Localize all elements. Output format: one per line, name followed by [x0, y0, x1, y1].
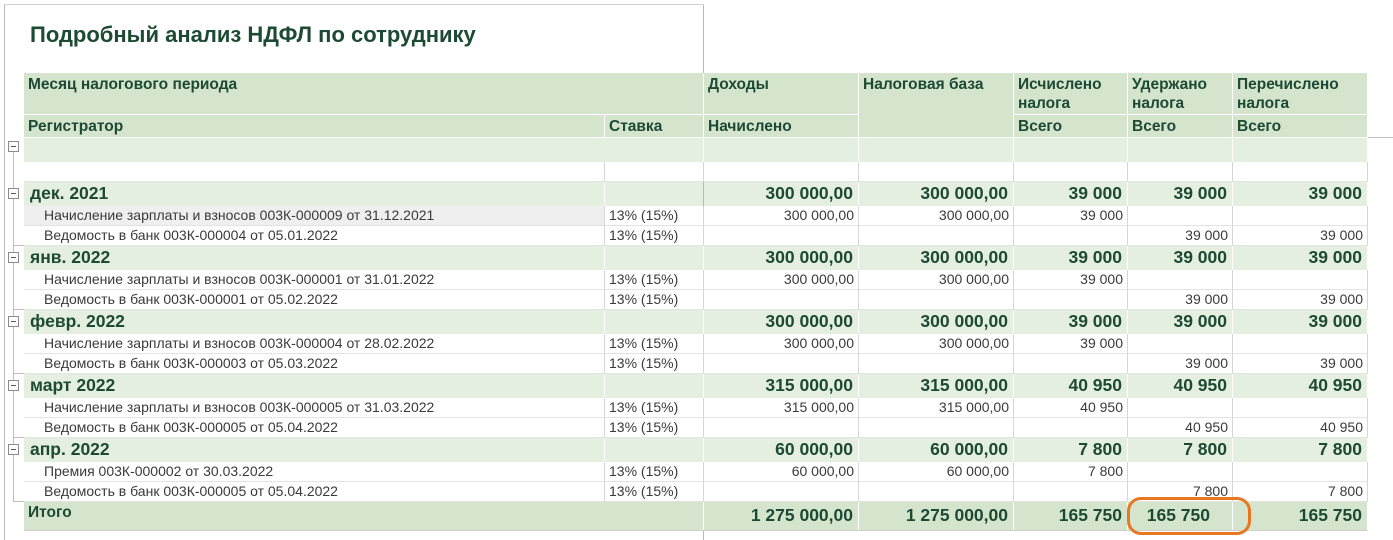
row-withheld	[1128, 462, 1233, 482]
group-withheld: 40 950	[1128, 374, 1233, 398]
group-month-label: март 2022	[0, 374, 605, 398]
row-calculated: 39 000	[1014, 206, 1128, 226]
row-rate: 13% (15%)	[605, 334, 704, 354]
row-tax-base: 60 000,00	[859, 462, 1014, 482]
row-rate: 13% (15%)	[605, 354, 704, 374]
row-transferred: 39 000	[1233, 226, 1368, 246]
row-calculated: 39 000	[1014, 334, 1128, 354]
root-group-calculated	[1014, 138, 1128, 162]
header-rate: Ставка	[605, 115, 704, 138]
report-title: Подробный анализ НДФЛ по сотруднику	[30, 22, 476, 47]
row-registrar[interactable]: Ведомость в банк 003К-000003 от 05.03.2022	[24, 354, 605, 374]
header-withheld-total: Всего	[1128, 115, 1233, 138]
row-income: 60 000,00	[704, 462, 859, 482]
header-income-accrued: Начислено	[704, 115, 859, 138]
empty-row-calculated	[1014, 162, 1128, 182]
row-registrar[interactable]: Начисление зарплаты и взносов 003К-000009 от 31.12.2021	[24, 206, 605, 226]
subtree-line	[13, 200, 14, 246]
row-transferred: 39 000	[1233, 290, 1368, 310]
row-transferred: 40 950	[1233, 418, 1368, 438]
group-withheld: 7 800	[1128, 438, 1233, 462]
row-tax-base: 300 000,00	[859, 270, 1014, 290]
row-calculated	[1014, 290, 1128, 310]
row-income	[704, 418, 859, 438]
subtree-branch	[13, 501, 24, 502]
row-rate: 13% (15%)	[605, 462, 704, 482]
root-group-tax-base	[859, 138, 1014, 162]
total-withheld-highlight	[1127, 497, 1251, 535]
header-withheld: Удержано налога	[1128, 73, 1233, 115]
row-transferred	[1233, 398, 1368, 418]
row-calculated: 40 950	[1014, 398, 1128, 418]
group-transferred: 39 000	[1233, 246, 1368, 270]
row-registrar[interactable]: Ведомость в банк 003К-000001 от 05.02.2022	[24, 290, 605, 310]
header-month: Месяц налогового периода	[24, 73, 704, 115]
group-income: 315 000,00	[704, 374, 859, 398]
row-registrar[interactable]: Премия 003К-000002 от 30.03.2022	[24, 462, 605, 482]
row-withheld	[1128, 334, 1233, 354]
row-tax-base: 315 000,00	[859, 398, 1014, 418]
row-rate: 13% (15%)	[605, 482, 704, 502]
collapse-all-toggle-icon[interactable]	[8, 141, 19, 152]
row-income: 315 000,00	[704, 398, 859, 418]
group-income: 300 000,00	[704, 182, 859, 206]
group-month-label: февр. 2022	[0, 310, 605, 334]
row-income	[704, 482, 859, 502]
header-calculated-total: Всего	[1014, 115, 1128, 138]
group-calculated: 40 950	[1014, 374, 1128, 398]
row-income: 300 000,00	[704, 334, 859, 354]
header-income: Доходы	[704, 73, 859, 115]
root-group-withheld	[1128, 138, 1233, 162]
empty-row-registrar	[24, 162, 605, 182]
row-registrar[interactable]: Ведомость в банк 003К-000005 от 05.04.2022	[24, 482, 605, 502]
row-rate: 13% (15%)	[605, 290, 704, 310]
row-tax-base: 300 000,00	[859, 334, 1014, 354]
group-tax-base: 60 000,00	[859, 438, 1014, 462]
group-transferred: 39 000	[1233, 182, 1368, 206]
empty-row-income	[704, 162, 859, 182]
row-registrar[interactable]: Начисление зарплаты и взносов 003К-000004 от 28.02.2022	[24, 334, 605, 354]
group-month-label: апр. 2022	[0, 438, 605, 462]
row-registrar[interactable]: Начисление зарплаты и взносов 003К-000001 от 31.01.2022	[24, 270, 605, 290]
row-income	[704, 226, 859, 246]
group-income: 300 000,00	[704, 246, 859, 270]
header-transferred-total: Всего	[1233, 115, 1368, 138]
header-transferred: Перечислено налога	[1233, 73, 1368, 115]
top-frame-line	[4, 4, 704, 5]
row-tax-base: 300 000,00	[859, 206, 1014, 226]
group-tax-base: 300 000,00	[859, 310, 1014, 334]
row-tax-base	[859, 290, 1014, 310]
header-right-extension-line	[1368, 137, 1393, 138]
total-calculated: 165 750	[1014, 502, 1128, 530]
group-calculated: 39 000	[1014, 310, 1128, 334]
group-month-label: дек. 2021	[0, 182, 605, 206]
row-income: 300 000,00	[704, 206, 859, 226]
row-calculated: 39 000	[1014, 270, 1128, 290]
empty-row-transferred	[1233, 162, 1368, 182]
row-calculated	[1014, 482, 1128, 502]
header-tax-base: Налоговая база	[859, 73, 1014, 138]
group-calculated: 7 800	[1014, 438, 1128, 462]
empty-row-withheld	[1128, 162, 1233, 182]
total-income: 1 275 000,00	[704, 502, 859, 530]
group-transferred: 7 800	[1233, 438, 1368, 462]
row-tax-base	[859, 482, 1014, 502]
row-withheld	[1128, 270, 1233, 290]
group-withheld: 39 000	[1128, 246, 1233, 270]
row-withheld	[1128, 398, 1233, 418]
empty-row-rate	[605, 162, 704, 182]
row-income	[704, 354, 859, 374]
row-tax-base	[859, 226, 1014, 246]
group-withheld: 39 000	[1128, 182, 1233, 206]
row-registrar[interactable]: Начисление зарплаты и взносов 003К-000005 от 31.03.2022	[24, 398, 605, 418]
row-withheld: 7 800	[1128, 482, 1233, 502]
group-tax-base: 300 000,00	[859, 246, 1014, 270]
row-transferred	[1233, 334, 1368, 354]
row-registrar[interactable]: Ведомость в банк 003К-000005 от 05.04.2022	[24, 418, 605, 438]
root-group-transferred	[1233, 138, 1368, 162]
total-withheld: 165 750	[1128, 502, 1233, 530]
row-income: 300 000,00	[704, 270, 859, 290]
row-calculated	[1014, 354, 1128, 374]
row-rate: 13% (15%)	[605, 398, 704, 418]
row-withheld: 40 950	[1128, 418, 1233, 438]
row-rate: 13% (15%)	[605, 226, 704, 246]
row-transferred	[1233, 206, 1368, 226]
row-transferred: 39 000	[1233, 354, 1368, 374]
row-withheld: 39 000	[1128, 290, 1233, 310]
row-calculated	[1014, 226, 1128, 246]
empty-row-tax-base	[859, 162, 1014, 182]
group-calculated: 39 000	[1014, 182, 1128, 206]
row-transferred	[1233, 462, 1368, 482]
root-group-row	[24, 138, 704, 162]
row-calculated	[1014, 418, 1128, 438]
row-transferred: 7 800	[1233, 482, 1368, 502]
row-rate: 13% (15%)	[605, 418, 704, 438]
root-group-income	[704, 138, 859, 162]
row-withheld: 39 000	[1128, 354, 1233, 374]
row-calculated: 7 800	[1014, 462, 1128, 482]
row-withheld: 39 000	[1128, 226, 1233, 246]
row-tax-base	[859, 418, 1014, 438]
group-income: 300 000,00	[704, 310, 859, 334]
total-transferred: 165 750	[1233, 502, 1368, 530]
total-tax-base: 1 275 000,00	[859, 502, 1014, 530]
group-tax-base: 315 000,00	[859, 374, 1014, 398]
header-calculated: Исчислено налога	[1014, 73, 1128, 115]
header-registrar: Регистратор	[24, 115, 605, 138]
row-income	[704, 290, 859, 310]
group-tax-base: 300 000,00	[859, 182, 1014, 206]
group-income: 60 000,00	[704, 438, 859, 462]
group-withheld: 39 000	[1128, 310, 1233, 334]
row-registrar[interactable]: Ведомость в банк 003К-000004 от 05.01.2022	[24, 226, 605, 246]
row-tax-base	[859, 354, 1014, 374]
row-rate: 13% (15%)	[605, 270, 704, 290]
group-transferred: 39 000	[1233, 310, 1368, 334]
row-rate: 13% (15%)	[605, 206, 704, 226]
group-calculated: 39 000	[1014, 246, 1128, 270]
row-transferred	[1233, 270, 1368, 290]
total-label: Итого	[24, 502, 704, 530]
group-transferred: 40 950	[1233, 374, 1368, 398]
group-month-label: янв. 2022	[0, 246, 605, 270]
row-withheld	[1128, 206, 1233, 226]
